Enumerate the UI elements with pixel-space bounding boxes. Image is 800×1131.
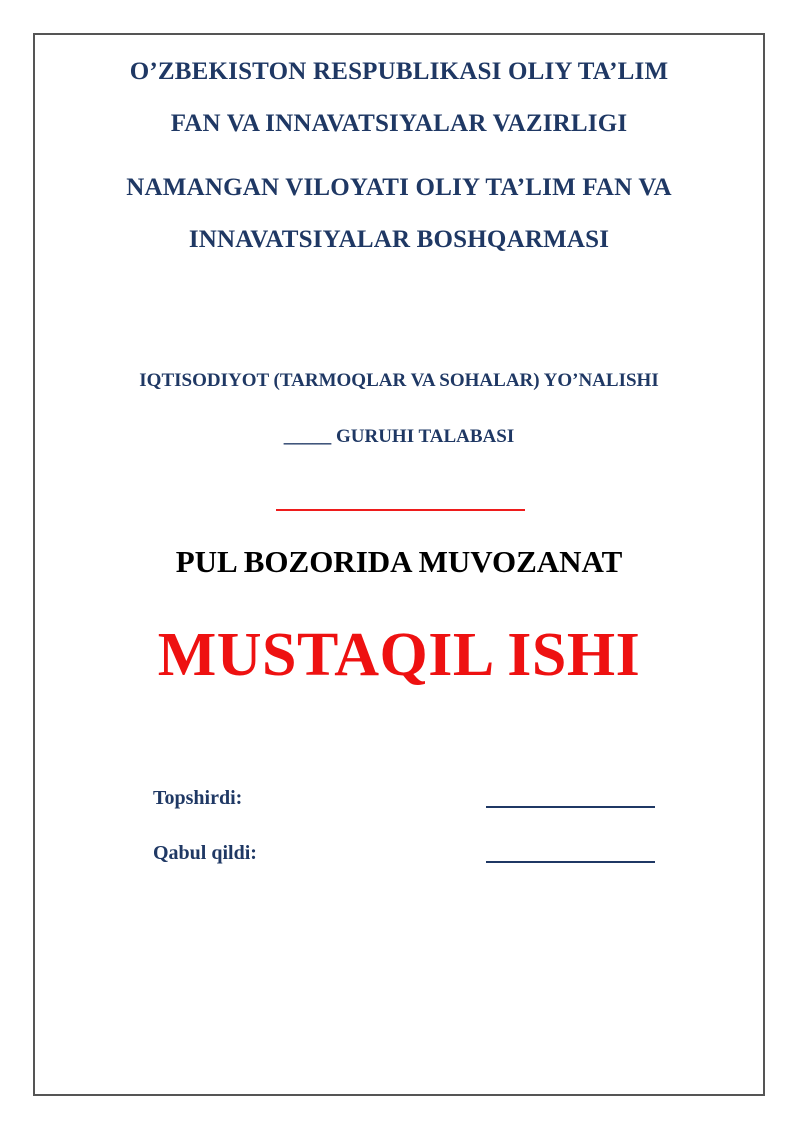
region-title-line-1: NAMANGAN VILOYATI OLIY TA’LIM FAN VA xyxy=(126,174,672,201)
work-type-title: MUSTAQIL ISHI xyxy=(157,621,641,689)
submitted-by-blank-line xyxy=(486,806,655,808)
work-topic: PUL BOZORIDA MUVOZANAT xyxy=(175,544,623,579)
accepted-by-blank-line xyxy=(486,861,655,863)
student-group: _____ GURUHI TALABASI xyxy=(283,426,515,447)
ministry-title-line-2: FAN VA INNAVATSIYALAR VAZIRLIGI xyxy=(170,110,628,137)
student-name-blank-line xyxy=(276,509,525,511)
study-direction: IQTISODIYOT (TARMOQLAR VA SOHALAR) YO’NALISHI xyxy=(139,370,659,391)
ministry-title-line-1: O’ZBEKISTON RESPUBLIKASI OLIY TA’LIM xyxy=(129,58,669,85)
accepted-by-label: Qabul qildi: xyxy=(153,842,257,864)
region-title-line-2: INNAVATSIYALAR BOSHQARMASI xyxy=(188,226,610,253)
submitted-by-label: Topshirdi: xyxy=(153,787,243,809)
